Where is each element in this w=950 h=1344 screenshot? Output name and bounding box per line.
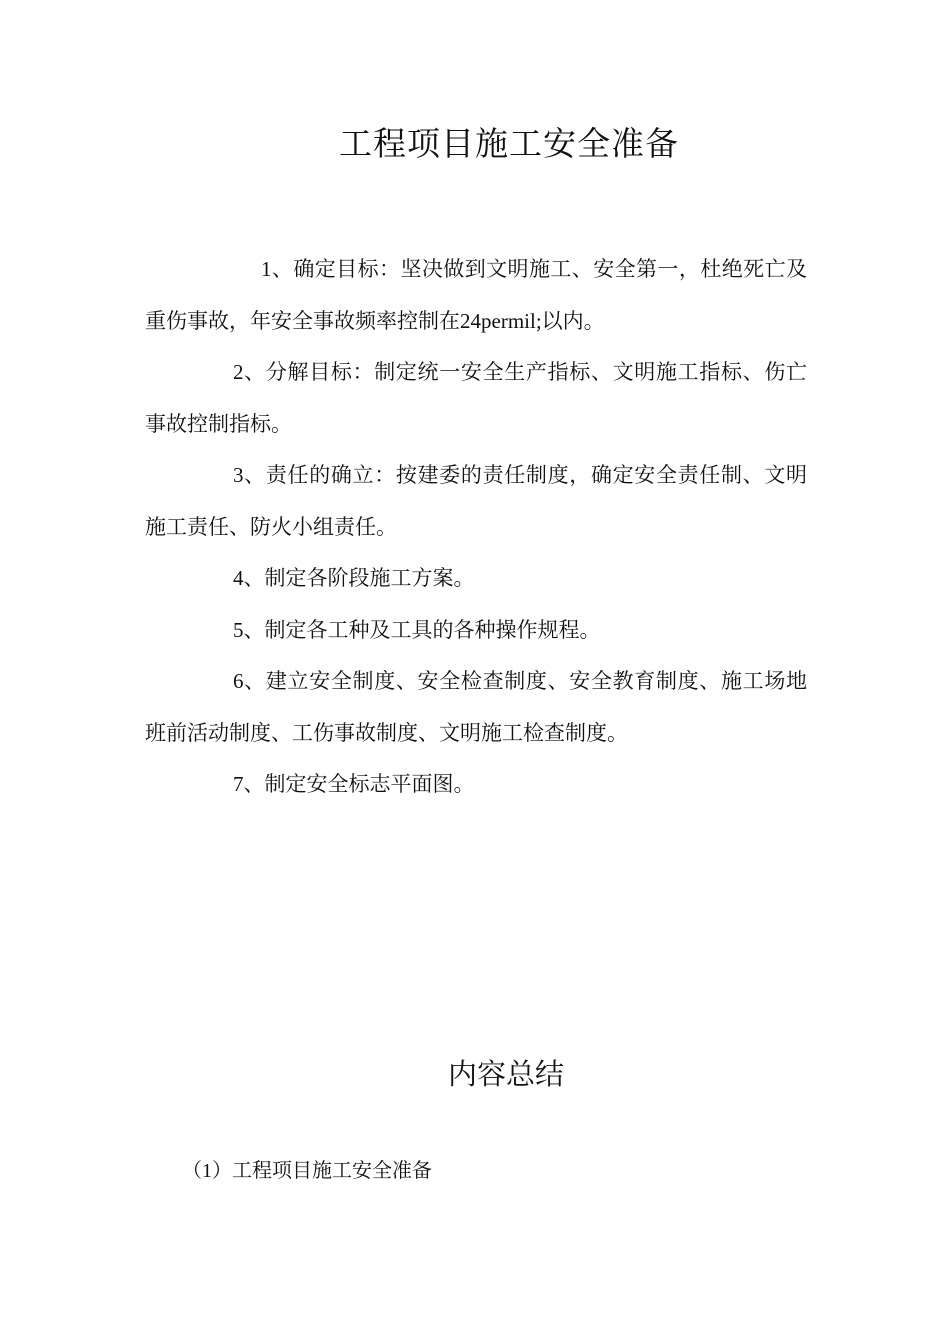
paragraph-4: 4、制定各阶段施工方案。 <box>233 566 475 590</box>
summary-title: 内容总结 <box>447 1059 564 1091</box>
paragraph-7: 7、制定安全标志平面图。 <box>233 772 475 796</box>
paragraph-1: 1、确定目标：坚决做到文明施工、安全第一，杜绝死亡及重伤事故，年安全事故频率控制在24permil;以内。 <box>145 257 807 333</box>
paragraph-2: 2、分解目标：制定统一安全生产指标、文明施工指标、伤亡事故控制指标。 <box>145 360 807 436</box>
paragraph-5: 5、制定各工种及工具的各种操作规程。 <box>233 617 601 642</box>
paragraph-6: 6、建立安全制度、安全检查制度、安全教育制度、施工场地班前活动制度、工伤事故制度、文明施工检查制度。 <box>145 669 807 745</box>
paragraph-3: 3、责任的确立：按建委的责任制度，确定安全责任制、文明施工责任、防火小组责任。 <box>145 463 807 539</box>
document-body <box>145 244 807 811</box>
summary-item: （1）工程项目施工安全准备 <box>182 1160 432 1182</box>
document-title: 工程项目施工安全准备 <box>339 127 679 163</box>
